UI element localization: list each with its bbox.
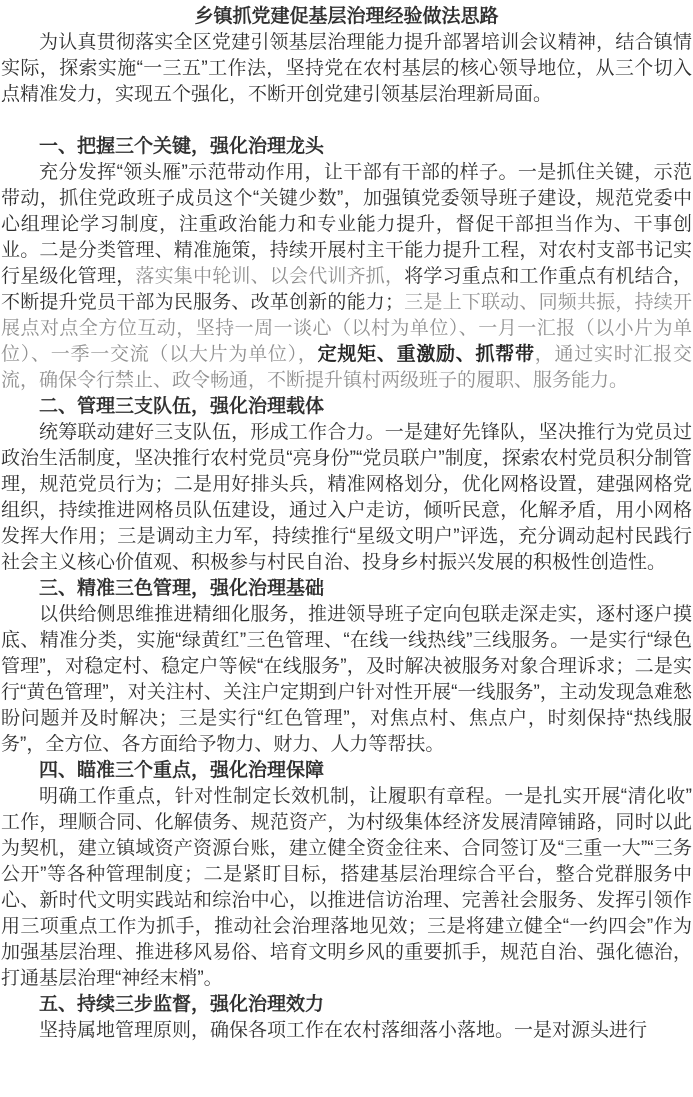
section-5: [1, 992, 692, 1044]
section-4-paragraph: [1, 784, 692, 992]
section-1-heading: 一、把握三个关键，强化治理龙头: [39, 136, 325, 157]
text-run-normal: 明确工作重点，针对性制定长效机制，让履职有章程。一是扎实开展“清化收”工作，理顺合同、化解债务、规范资产，为村级集体经济发展清障铺路，同时以此为契机，建立镇域资产资源台账，建立健全资金往来、合同签订及“三重一大”“三务公开”等各种管理制度；二是紧盯目标，搭建基层治理综合平台，整合党群服务中心、新时代文明实践站和综治中心，以推进信访治理、完善社会服务、发挥引领作用三项重点工作为抓手，推动社会治理落地见效；三是将建立健全“一约四会”作为加强基层治理、推进移风易俗、培育文明乡风的重要抓手，规范自治、强化德治，打通基层治理“神经末梢”。: [1, 786, 692, 989]
section-5-paragraph: [1, 1018, 692, 1044]
text-run-gray: 落实集中轮训、以会代训齐抓，: [135, 266, 405, 287]
section-1: [1, 134, 692, 394]
text-run-bold: 定规矩、重激励、抓帮带: [317, 344, 535, 365]
text-run-normal: 统筹联动建好三支队伍，形成工作合力。一是建好先锋队，坚决推行为党员过政治生活制度，坚决推行农村党员“亮身份”“党员联户”制度，探索农村党员积分制管理，规范党员行为；二是用好排头兵，精准网格划分，优化网格设置，建强网格党组织，持续推进网格员队伍建设，通过入户走访，倾听民意，化解矛盾，用小网格发挥大作用；三是调动主力军，持续推行“星级文明户”评选，充分调动起村民践行社会主义核心价值观、积极参与村民自治、投身乡村振兴发展的积极性创造性。: [1, 422, 692, 573]
text-run-normal: 充分发挥“领头雁”示范带动作用，让干部有干部的样子。一是抓住关键，示范带动，抓住党政班子成员这个“关键少数”，加强镇党委领导班子建设，规范党委中心组理论学习制度，注重政治能力和专业能力提升，督促干部担当作为、干事创业。二是分类管理、精准施策，持续开展村主干能力提升工程，对农村支部书记实行星级化管理，: [1, 162, 692, 287]
section-3: [1, 576, 692, 758]
section-3-heading: 三、精准三色管理，强化治理基础: [39, 578, 325, 599]
section-4-heading: 四、瞄准三个重点，强化治理保障: [39, 760, 325, 781]
text-run-gray: 三是上下联动、同频共振，持续开展点对点全方位互动，坚持一周一谈心（以村为单位）、一月一汇报（以小片为单位）、一季一交流（以大片为单位），: [1, 292, 692, 365]
section-2: [1, 394, 692, 576]
section-4: [1, 758, 692, 992]
section-2-heading: 二、管理三支队伍，强化治理载体: [39, 396, 325, 417]
text-run-normal: 坚持属地管理原则，确保各项工作在农村落细落小落地。一是对源头进行: [39, 1020, 648, 1041]
section-3-paragraph: [1, 602, 692, 758]
section-1-paragraph: [1, 160, 692, 394]
document-title: 乡镇抓党建促基层治理经验做法思路: [194, 6, 499, 27]
text-run-gray: ，通过实时汇报交流，确保令行禁止、政令畅通，不断提升镇村两级班子的履职、服务能力。: [1, 344, 692, 391]
text-run-normal: 将学习重点和工作重点有机结合，不断提升党员干部为民服务、改革创新的能力；: [1, 266, 692, 313]
intro-paragraph: 为认真贯彻落实全区党建引领基层治理能力提升部署培训会议精神，结合镇情实际，探索实施“一三五”工作法，坚持党在农村基层的核心领导地位，从三个切入点精准发力，实现五个强化，不断开创党建引领基层治理新局面。: [1, 32, 692, 105]
section-2-paragraph: [1, 420, 692, 576]
text-run-normal: 以供给侧思维推进精细化服务，推进领导班子定向包联走深走实，逐村逐户摸底、精准分类，实施“绿黄红”三色管理、“在线一线热线”三线服务。一是实行“绿色管理”，对稳定村、稳定户等候“在线服务”，及时解决被服务对象合理诉求；二是实行“黄色管理”，对关注村、关注户定期到户针对性开展“一线服务”，主动发现急难愁盼问题并及时解决；三是实行“红色管理”，对焦点村、焦点户，时刻保持“热线服务”，全方位、各方面给予物力、财力、人力等帮扶。: [1, 604, 692, 755]
section-5-heading: 五、持续三步监督，强化治理效力: [39, 994, 325, 1015]
